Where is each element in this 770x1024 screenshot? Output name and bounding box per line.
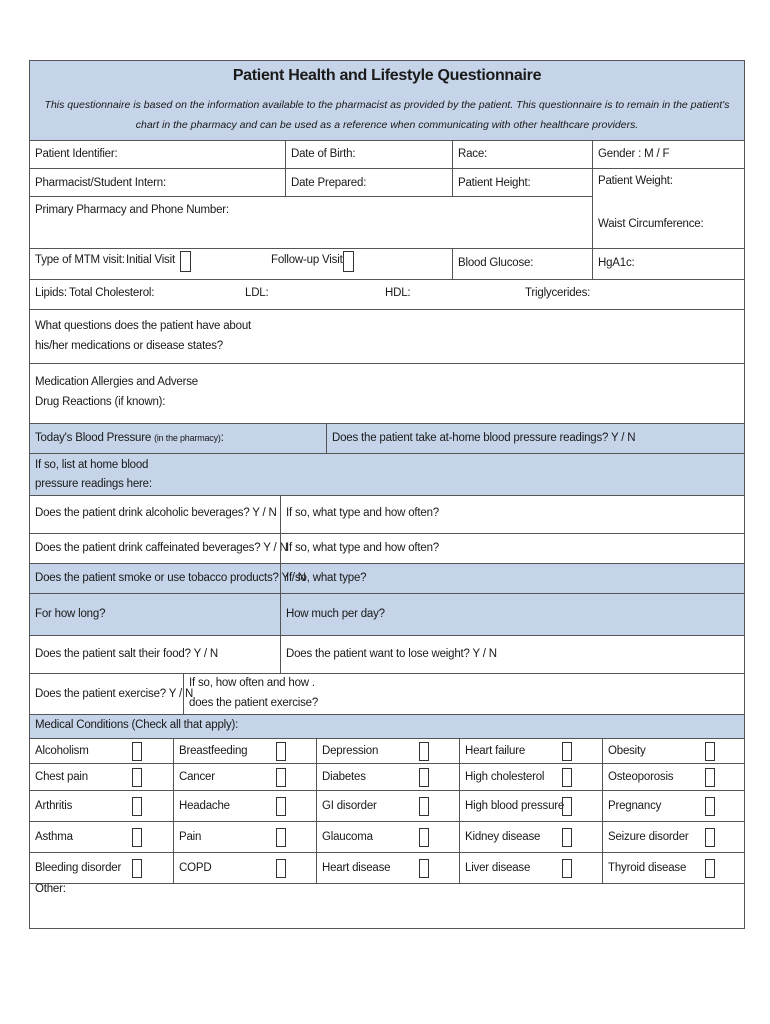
exercise-followup-cell[interactable]	[183, 674, 744, 714]
triglycerides-label: Triglycerides:	[525, 287, 591, 299]
condition-label: Alcoholism	[35, 745, 89, 757]
condition-checkbox[interactable]	[705, 742, 715, 761]
mtm-type-label: Type of MTM visit:	[35, 254, 125, 266]
hdl-label: HDL:	[385, 287, 411, 299]
gender-label: Gender : M / F	[598, 148, 670, 160]
condition-cell	[459, 739, 602, 763]
follow-up-visit-checkbox[interactable]	[343, 251, 354, 272]
condition-label: Thyroid disease	[608, 862, 687, 874]
form-subtitle: This questionnaire is based on the information available to the pharmacist as provided by the patient. This questionnaire is to remain in the patient's chart in the pharmacy and can be used as a reference when communicating with other healthcare providers.	[44, 99, 730, 131]
medication-questions-line1: What questions does the patient have about	[35, 320, 252, 332]
date-prepared-cell[interactable]	[285, 169, 452, 196]
blood-glucose-label: Blood Glucose:	[458, 257, 534, 269]
condition-label: Arthritis	[35, 800, 73, 812]
condition-cell	[316, 822, 459, 852]
condition-cell	[173, 822, 316, 852]
allergies-row[interactable]	[30, 364, 744, 424]
condition-checkbox[interactable]	[562, 828, 572, 847]
salt-question[interactable]: Does the patient salt their food? Y / N	[35, 648, 218, 660]
exercise-question[interactable]: Does the patient exercise? Y / N	[35, 688, 194, 700]
condition-label: Breastfeeding	[179, 745, 248, 757]
home-bp-question: Does the patient take at-home blood pressure readings? Y / N	[332, 432, 636, 444]
condition-label: Osteoporosis	[608, 771, 674, 783]
home-bp-cell[interactable]	[326, 424, 744, 453]
alcohol-followup: If so, what type and how often?	[286, 507, 439, 519]
conditions-row	[30, 822, 744, 853]
initial-visit-checkbox[interactable]	[180, 251, 191, 272]
other-label: Other:	[35, 883, 66, 895]
initial-visit-label: Initial Visit	[126, 254, 175, 266]
condition-checkbox[interactable]	[562, 768, 572, 787]
page-title: Patient Health and Lifestyle Questionnaire	[232, 67, 542, 84]
condition-label: Liver disease	[465, 862, 531, 874]
caffeine-question[interactable]: Does the patient drink caffeinated beverages? Y / N	[35, 542, 288, 554]
alcohol-row	[30, 496, 744, 534]
condition-checkbox[interactable]	[132, 797, 142, 816]
todays-blood-pressure-field[interactable]	[35, 430, 224, 447]
date-of-birth-cell[interactable]	[285, 141, 452, 168]
condition-cell	[602, 791, 744, 821]
caffeine-row	[30, 534, 744, 564]
caffeine-followup: If so, what type and how often?	[286, 542, 439, 554]
patient-height-cell[interactable]	[452, 169, 592, 196]
condition-label: Pregnancy	[608, 800, 662, 812]
ldl-label: LDL:	[245, 287, 269, 299]
date-prepared-label: Date Prepared:	[291, 177, 367, 189]
condition-cell	[173, 764, 316, 790]
bp-today-note: (in the pharmacy)	[154, 433, 221, 443]
condition-label: Diabetes	[322, 771, 366, 783]
home-bp-list-line1: If so, list at home blood	[35, 459, 149, 471]
condition-label: Asthma	[35, 831, 73, 843]
condition-label: Heart failure	[465, 745, 526, 757]
condition-checkbox[interactable]	[562, 797, 572, 816]
patient-weight-label: Patient Weight:	[598, 175, 673, 187]
condition-checkbox[interactable]	[419, 768, 429, 787]
salt-row	[30, 636, 744, 674]
condition-label: Obesity	[608, 745, 646, 757]
condition-cell	[602, 739, 744, 763]
conditions-row	[30, 739, 744, 764]
waist-circumference-label: Waist Circumference:	[598, 218, 704, 230]
pharmacist-field[interactable]: Pharmacist/Student Intern:	[35, 177, 166, 189]
patient-identifier-field[interactable]: Patient Identifier:	[35, 148, 118, 160]
blood-glucose-cell[interactable]	[452, 249, 592, 279]
questionnaire-form	[29, 60, 745, 929]
condition-label: Bleeding disorder	[35, 862, 122, 874]
condition-checkbox[interactable]	[419, 828, 429, 847]
condition-checkbox[interactable]	[276, 742, 286, 761]
exercise-followup-line1: If so, how often and how .	[189, 677, 315, 689]
tobacco-duration-row	[30, 594, 744, 636]
how-much-cell[interactable]	[280, 594, 744, 635]
bp-today-label: Today's Blood Pressure	[35, 432, 155, 444]
condition-label: Kidney disease	[465, 831, 541, 843]
condition-cell	[173, 791, 316, 821]
total-cholesterol-label: Total Cholesterol:	[69, 287, 155, 299]
condition-cell	[30, 822, 173, 852]
how-long-field[interactable]: For how long?	[35, 608, 106, 620]
condition-label: Glaucoma	[322, 831, 373, 843]
mtm-visit-row	[30, 249, 744, 280]
condition-checkbox[interactable]	[276, 828, 286, 847]
medication-questions-row[interactable]	[30, 310, 744, 364]
conditions-row	[30, 764, 744, 791]
condition-cell	[30, 764, 173, 790]
lipids-row[interactable]	[30, 280, 744, 310]
condition-cell	[173, 739, 316, 763]
condition-label: Heart disease	[322, 862, 391, 874]
lose-weight-question: Does the patient want to lose weight? Y / N	[286, 648, 497, 660]
exercise-row	[30, 674, 744, 715]
hga1c-cell[interactable]	[592, 249, 744, 279]
primary-pharmacy-field[interactable]: Primary Pharmacy and Phone Number:	[35, 204, 229, 216]
condition-checkbox[interactable]	[132, 828, 142, 847]
condition-cell	[459, 822, 602, 852]
caffeine-followup-cell[interactable]	[280, 534, 744, 563]
condition-checkbox[interactable]	[276, 768, 286, 787]
condition-cell	[316, 791, 459, 821]
allergies-line1: Medication Allergies and Adverse	[35, 376, 199, 388]
smoke-followup: If so, what type?	[286, 572, 367, 584]
condition-cell	[459, 791, 602, 821]
condition-cell	[30, 739, 173, 763]
condition-label: Pain	[179, 831, 202, 843]
condition-cell	[602, 764, 744, 790]
condition-cell	[459, 764, 602, 790]
condition-cell	[316, 739, 459, 763]
condition-checkbox[interactable]	[562, 742, 572, 761]
condition-cell	[30, 791, 173, 821]
hga1c-label: HgA1c:	[598, 257, 635, 269]
race-label: Race:	[458, 148, 488, 160]
follow-up-visit-label: Follow-up Visit	[271, 254, 343, 266]
lipids-label: Lipids:	[35, 287, 67, 299]
medical-conditions-heading: Medical Conditions (Check all that apply):	[35, 719, 239, 731]
condition-label: Cancer	[179, 771, 215, 783]
condition-checkbox[interactable]	[276, 797, 286, 816]
lose-weight-cell[interactable]	[280, 636, 744, 673]
condition-label: Depression	[322, 745, 379, 757]
smoke-question[interactable]: Does the patient smoke or use tobacco products? Y / N	[35, 572, 306, 584]
smoke-row	[30, 564, 744, 594]
condition-checkbox[interactable]	[132, 742, 142, 761]
condition-label: Headache	[179, 800, 230, 812]
condition-label: High blood pressure	[465, 800, 565, 812]
home-bp-list-row[interactable]	[30, 454, 744, 496]
condition-checkbox[interactable]	[705, 768, 715, 787]
exercise-followup-line2: does the patient exercise?	[189, 697, 319, 709]
patient-height-label: Patient Height:	[458, 177, 531, 189]
blood-pressure-row	[30, 424, 744, 454]
alcohol-question[interactable]: Does the patient drink alcoholic beverages? Y / N	[35, 507, 277, 519]
how-much-label: How much per day?	[286, 608, 385, 620]
condition-label: Chest pain	[35, 771, 88, 783]
condition-checkbox[interactable]	[419, 742, 429, 761]
condition-checkbox[interactable]	[132, 768, 142, 787]
conditions-row	[30, 791, 744, 822]
date-of-birth-label: Date of Birth:	[291, 148, 356, 160]
condition-label: High cholesterol	[465, 771, 545, 783]
race-cell[interactable]	[452, 141, 592, 168]
alcohol-followup-cell[interactable]	[280, 496, 744, 533]
condition-checkbox[interactable]	[705, 828, 715, 847]
smoke-followup-cell[interactable]	[280, 564, 744, 593]
patient-info-row	[30, 141, 744, 169]
form-header	[30, 61, 744, 141]
bp-today-colon: :	[220, 432, 224, 444]
weight-waist-cell[interactable]	[592, 169, 744, 249]
condition-cell	[602, 822, 744, 852]
allergies-line2: Drug Reactions (if known):	[35, 396, 166, 408]
medication-questions-line2: his/her medications or disease states?	[35, 340, 224, 352]
home-bp-list-line2: pressure readings here:	[35, 478, 152, 490]
condition-label: GI disorder	[322, 800, 377, 812]
condition-checkbox[interactable]	[705, 797, 715, 816]
other-conditions-row[interactable]	[30, 876, 744, 928]
condition-label: Seizure disorder	[608, 831, 689, 843]
condition-label: COPD	[179, 862, 212, 874]
gender-cell[interactable]	[592, 141, 744, 168]
medical-conditions-heading-row	[30, 715, 744, 739]
condition-checkbox[interactable]	[419, 797, 429, 816]
condition-cell	[316, 764, 459, 790]
